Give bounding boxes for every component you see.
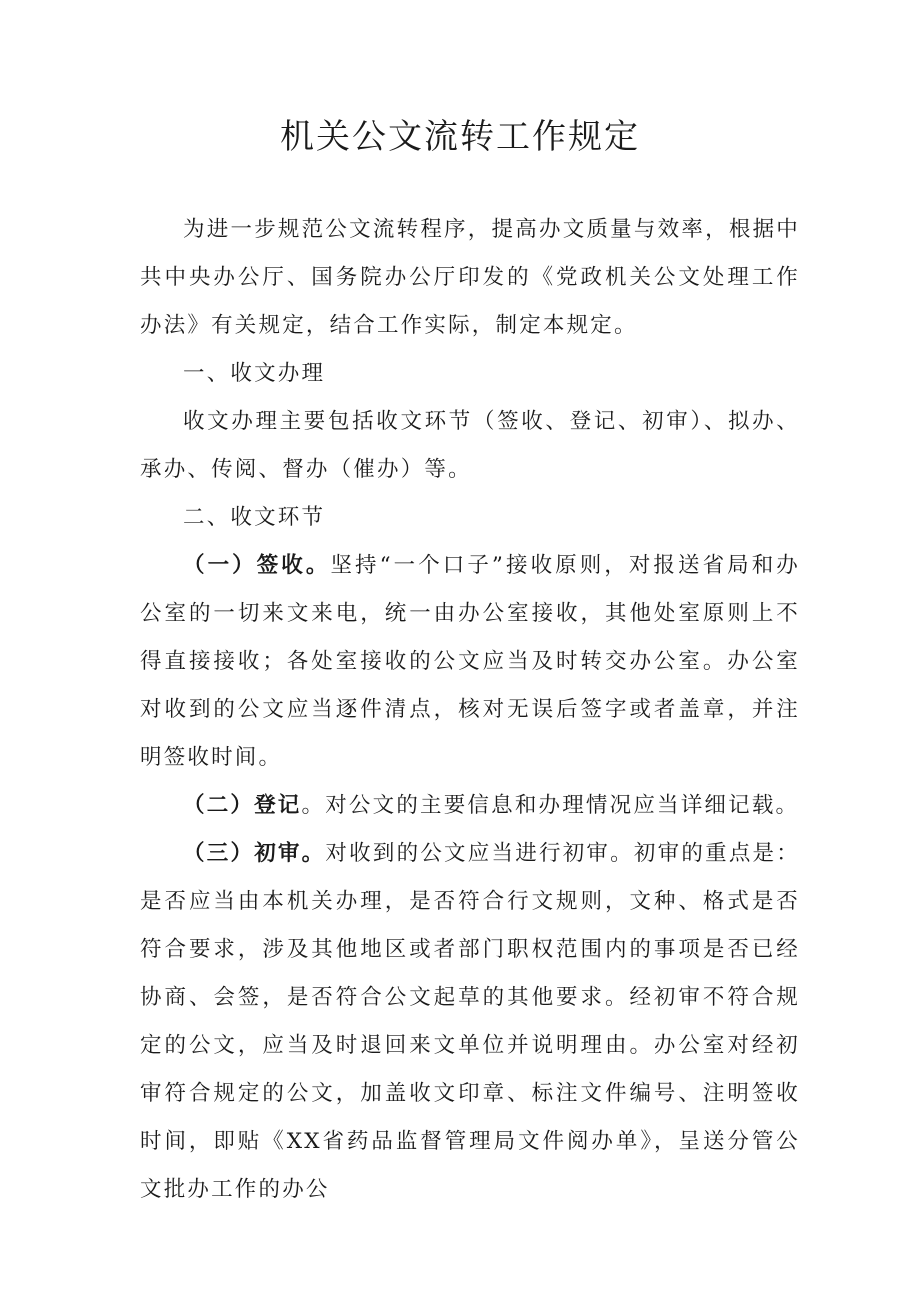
section-heading-receiving-steps: 二、收文环节 — [183, 505, 326, 530]
item-paragraph-initial-review — [140, 830, 800, 1214]
item-paragraph-register — [140, 782, 800, 830]
item-lead-sign-for: （一）签收。 — [183, 553, 331, 578]
item-lead-initial-review: （三）初审。 — [183, 841, 326, 866]
document-title: 机关公文流转工作规定 — [280, 117, 640, 157]
item-text-initial-review: 对收到的公文应当进行初审。初审的重点是：是否应当由本机关办理，是否符合行文规则，文种、格式是否符合要求，涉及其他地区或者部门职权范围内的事项是否已经协商、会签，是否符合公文起草的其他要求。经初审不符合规定的公文，应当及时退回来文单位并说明理由。办公室对经初审符合规定的公文，加盖收文印章、标注文件编号、注明签收时间，即贴《XX省药品监督管理局文件阅办单》，呈送分管公文批办工作的办公 — [140, 841, 800, 1202]
section-paragraph-receiving: 收文办理主要包括收文环节（签收、登记、初审）、拟办、承办、传阅、督办（催办）等。 — [140, 409, 800, 482]
item-text-sign-for: 坚持“一个口子”接收原则，对报送省局和办公室的一切来文来电，统一由办公室接收，其他处室原则上不得直接接收；各处室接收的公文应当及时转交办公室。办公室对收到的公文应当逐件清点，核对无误后签字或者盖章，并注明签收时间。 — [140, 553, 800, 770]
item-paragraph-sign-for — [140, 542, 800, 782]
item-lead-register: （二）登记 — [183, 793, 302, 818]
item-text-register: 。对公文的主要信息和办理情况应当详细记载。 — [301, 793, 800, 818]
document-body — [140, 206, 800, 1214]
intro-paragraph: 为进一步规范公文流转程序，提高办文质量与效率，根据中共中央办公厅、国务院办公厅印发的《党政机关公文处理工作办法》有关规定，结合工作实际，制定本规定。 — [140, 217, 800, 338]
section-heading-receiving: 一、收文办理 — [183, 361, 326, 386]
